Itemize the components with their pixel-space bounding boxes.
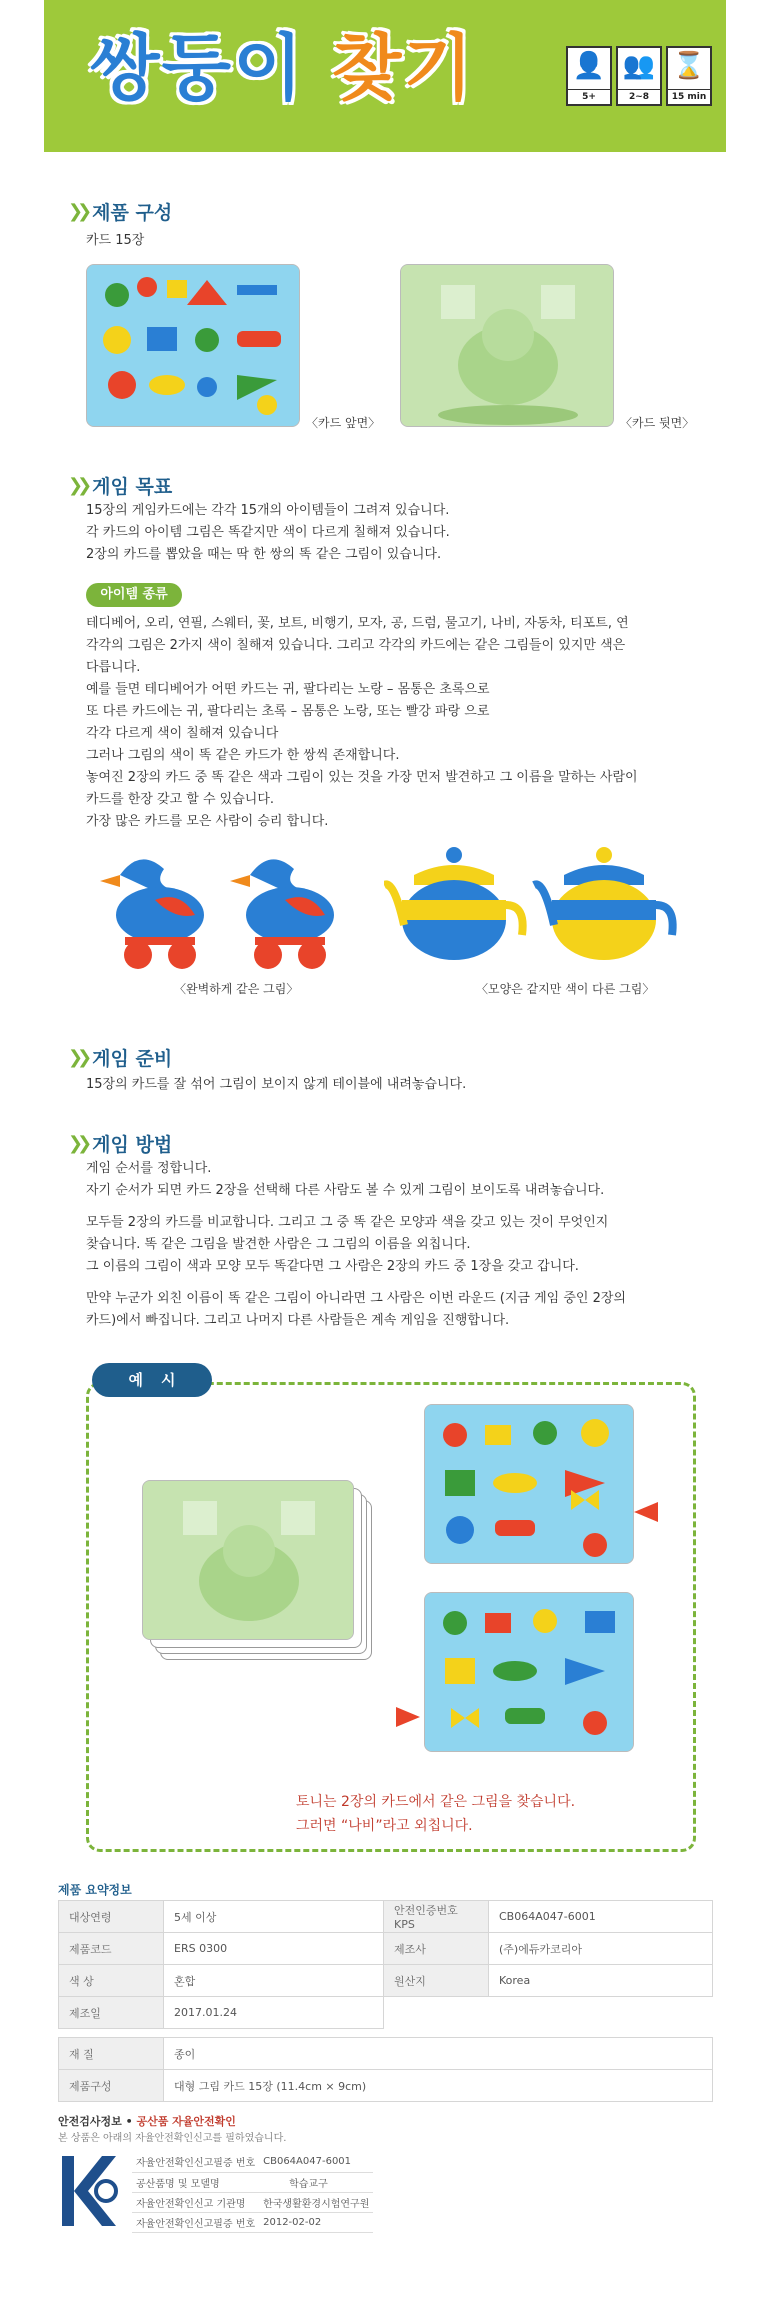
safety-prefix: 안전검사정보 • — [58, 2115, 137, 2128]
table-row — [59, 1901, 713, 1933]
spec-value: ERS 0300 — [164, 1933, 384, 1965]
kc-value: 학습교구 — [259, 2172, 373, 2192]
game-title — [90, 10, 475, 114]
spec-key: 제조사 — [384, 1933, 489, 1965]
kc-mark-icon — [62, 2156, 118, 2226]
kc-value: 2012-02-02 — [259, 2212, 373, 2232]
text-line: 자기 순서가 되면 카드 2장을 선택해 다른 사람도 볼 수 있게 그림이 보이도록 내려놓습니다. — [86, 1183, 605, 1198]
table-row — [132, 2152, 373, 2172]
players-label: 2~8 — [618, 89, 660, 102]
spec-title: 제품 요약정보 — [58, 1883, 132, 1897]
text-line: 카드)에서 빠집니다. 그리고 나머지 다른 사람들은 계속 게임을 진행합니다. — [86, 1313, 510, 1328]
kc-key: 자율안전확인신고필증 번호 — [132, 2152, 259, 2172]
example-tab: 예시 — [92, 1363, 212, 1397]
spec-key: 원산지 — [384, 1965, 489, 1997]
text-line: 각각의 그림은 2가지 색이 칠해져 있습니다. 그리고 각각의 카드에는 같은 그림들이 있지만 색은 — [86, 638, 626, 653]
text-line: 또 다른 카드에는 귀, 팔다리는 초록 – 몸통은 노랑, 또는 빨강 파랑 으로 — [86, 704, 490, 719]
section-title-components — [68, 198, 172, 225]
text-line: 각 카드의 아이템 그림은 똑같지만 색이 다르게 칠해져 있습니다. — [86, 525, 450, 540]
text-line: 카드를 한장 갖고 할 수 있습니다. — [86, 792, 275, 807]
objective-text — [86, 500, 450, 566]
text-line: 그러나 그림의 색이 똑 같은 카드가 한 쌍씩 존재합니다. — [86, 748, 400, 763]
spec-key: 색 상 — [59, 1965, 164, 1997]
example-note — [296, 1790, 575, 1838]
spec-value: 종이 — [164, 2038, 713, 2070]
text-line: 2장의 카드를 뽑았을 때는 딱 한 쌍의 똑 같은 그림이 있습니다. — [86, 547, 442, 562]
table-row — [132, 2192, 373, 2212]
text-line: 다릅니다. — [86, 660, 141, 675]
components-subtitle: 카드 15장 — [86, 233, 145, 248]
card-back-caption: 〈카드 뒷면〉 — [620, 416, 695, 430]
howto-p3 — [86, 1288, 626, 1332]
example-card-1 — [424, 1404, 634, 1564]
title-part-2: 찾기 — [331, 26, 475, 110]
safety-heading — [58, 2113, 236, 2129]
table-row — [59, 2070, 713, 2102]
section-title-text: 게임 목표 — [92, 476, 173, 498]
text-line: 게임 순서를 정합니다. — [86, 1161, 212, 1176]
spec-value: (주)에듀카코리아 — [489, 1933, 713, 1965]
text-line: 15장의 게임카드에는 각각 15개의 아이템들이 그려져 있습니다. — [86, 503, 450, 518]
card-back-image — [400, 264, 614, 427]
note-line: 그러면 “나비”라고 외칩니다. — [296, 1818, 473, 1834]
arrow-right-icon — [396, 1707, 420, 1727]
prep-text: 15장의 카드를 잘 섞어 그림이 보이지 않게 테이블에 내려놓습니다. — [86, 1077, 467, 1092]
section-title-howto — [68, 1130, 172, 1157]
teapot-illustration — [384, 845, 684, 975]
players-icon: 👥 — [622, 51, 656, 81]
kc-key: 공산품명 및 모델명 — [132, 2172, 259, 2192]
card-front-caption: 〈카드 앞면〉 — [306, 416, 381, 430]
hourglass-icon: ⌛ — [672, 51, 706, 81]
chevron-right-icon: ❯❯ — [68, 1047, 87, 1068]
title-part-1: 쌍둥이 — [90, 26, 305, 110]
time-label: 15 min — [668, 89, 710, 102]
arrow-left-icon — [634, 1502, 658, 1522]
text-line: 그 이름의 그림이 색과 모양 모두 똑같다면 그 사람은 2장의 카드 중 1장을 갖고 갑니다. — [86, 1259, 579, 1274]
chevron-right-icon: ❯❯ — [68, 201, 87, 222]
duck-icon — [230, 859, 334, 969]
header-banner — [44, 0, 726, 152]
spec-value: CB064A047-6001 — [489, 1901, 713, 1933]
chevron-right-icon: ❯❯ — [68, 1133, 87, 1154]
spec-key: 제품코드 — [59, 1933, 164, 1965]
section-title-prep — [68, 1044, 172, 1071]
section-title-text: 게임 준비 — [92, 1048, 173, 1070]
safety-subtitle: 본 상품은 아래의 자율안전확인신고를 필하였습니다. — [58, 2133, 287, 2144]
spec-key: 제품구성 — [59, 2070, 164, 2102]
same-picture-caption: 〈완벽하게 같은 그림〉 — [174, 982, 299, 996]
players-info — [616, 46, 662, 106]
teapot-icon — [534, 847, 673, 960]
text-line: 테디베어, 오리, 연필, 스웨터, 꽃, 보트, 비행기, 모자, 공, 드럼, 물고기, 나비, 자동차, 티포트, 연 — [86, 616, 629, 631]
teapot-icon — [384, 847, 523, 960]
duck-illustration — [100, 845, 350, 975]
spec-value: 대형 그림 카드 15장 (11.4cm × 9cm) — [164, 2070, 713, 2102]
duck-icon — [100, 859, 204, 969]
table-row — [59, 2038, 713, 2070]
spec-value: 5세 이상 — [164, 1901, 384, 1933]
age-label: 5+ — [568, 89, 610, 102]
kc-key: 자율안전확인신고 기관명 — [132, 2192, 259, 2212]
table-row — [59, 1965, 713, 1997]
items-pill: 아이템 종류 — [86, 583, 182, 607]
kc-table — [132, 2152, 373, 2233]
section-title-text: 제품 구성 — [92, 202, 173, 224]
spec-value: 2017.01.24 — [164, 1997, 384, 2029]
safety-highlight: 공산품 자율안전확인 — [136, 2115, 236, 2128]
spec-value: 혼합 — [164, 1965, 384, 1997]
empty-cell — [384, 1997, 489, 2029]
chevron-right-icon: ❯❯ — [68, 475, 87, 496]
kc-value: CB064A047-6001 — [259, 2152, 373, 2172]
kc-value: 한국생활환경시험연구원 — [259, 2192, 373, 2212]
game-info-icons — [566, 46, 712, 106]
spec-table-2 — [58, 2037, 713, 2102]
text-line: 예를 들면 테디베어가 어떤 카드는 귀, 팔다리는 노랑 – 몸통은 초록으로 — [86, 682, 490, 697]
empty-cell — [489, 1997, 713, 2029]
items-text — [86, 613, 638, 833]
note-line: 토니는 2장의 카드에서 같은 그림을 찾습니다. — [296, 1794, 576, 1810]
howto-p1 — [86, 1158, 604, 1202]
text-line: 모두들 2장의 카드를 비교합니다. 그리고 그 중 똑 같은 모양과 색을 갖고 있는 것이 무엇인지 — [86, 1215, 609, 1230]
text-line: 만약 누군가 외친 이름이 똑 같은 그림이 아니라면 그 사람은 이번 라운드 (지금 게임 중인 2장의 — [86, 1291, 626, 1306]
section-title-text: 게임 방법 — [92, 1134, 173, 1156]
spec-table — [58, 1900, 713, 2029]
kc-key: 자율안전확인신고필증 번호 — [132, 2212, 259, 2232]
table-row — [59, 1933, 713, 1965]
text-line: 찾습니다. 똑 같은 그림을 발견한 사람은 그 그림의 이름을 외칩니다. — [86, 1237, 471, 1252]
table-row — [132, 2212, 373, 2232]
table-row — [132, 2172, 373, 2192]
text-line: 가장 많은 카드를 모은 사람이 승리 합니다. — [86, 814, 329, 829]
time-info — [666, 46, 712, 106]
spec-key: 제조일 — [59, 1997, 164, 2029]
spec-value: Korea — [489, 1965, 713, 1997]
person-icon: 👤 — [572, 51, 606, 81]
card-front-image — [86, 264, 300, 427]
text-line: 각각 다르게 색이 칠해져 있습니다 — [86, 726, 279, 741]
text-line: 놓여진 2장의 카드 중 똑 같은 색과 그림이 있는 것을 가장 먼저 발견하고 그 이름을 말하는 사람이 — [86, 770, 638, 785]
table-row — [59, 1997, 713, 2029]
age-info — [566, 46, 612, 106]
deck-top-card — [142, 1480, 354, 1640]
spec-key: 대상연령 — [59, 1901, 164, 1933]
spec-key: 재 질 — [59, 2038, 164, 2070]
section-title-objective — [68, 472, 172, 499]
different-color-caption: 〈모양은 같지만 색이 다른 그림〉 — [476, 982, 655, 996]
example-card-2 — [424, 1592, 634, 1752]
spec-key: 안전인증번호KPS — [384, 1901, 489, 1933]
howto-p2 — [86, 1212, 608, 1278]
